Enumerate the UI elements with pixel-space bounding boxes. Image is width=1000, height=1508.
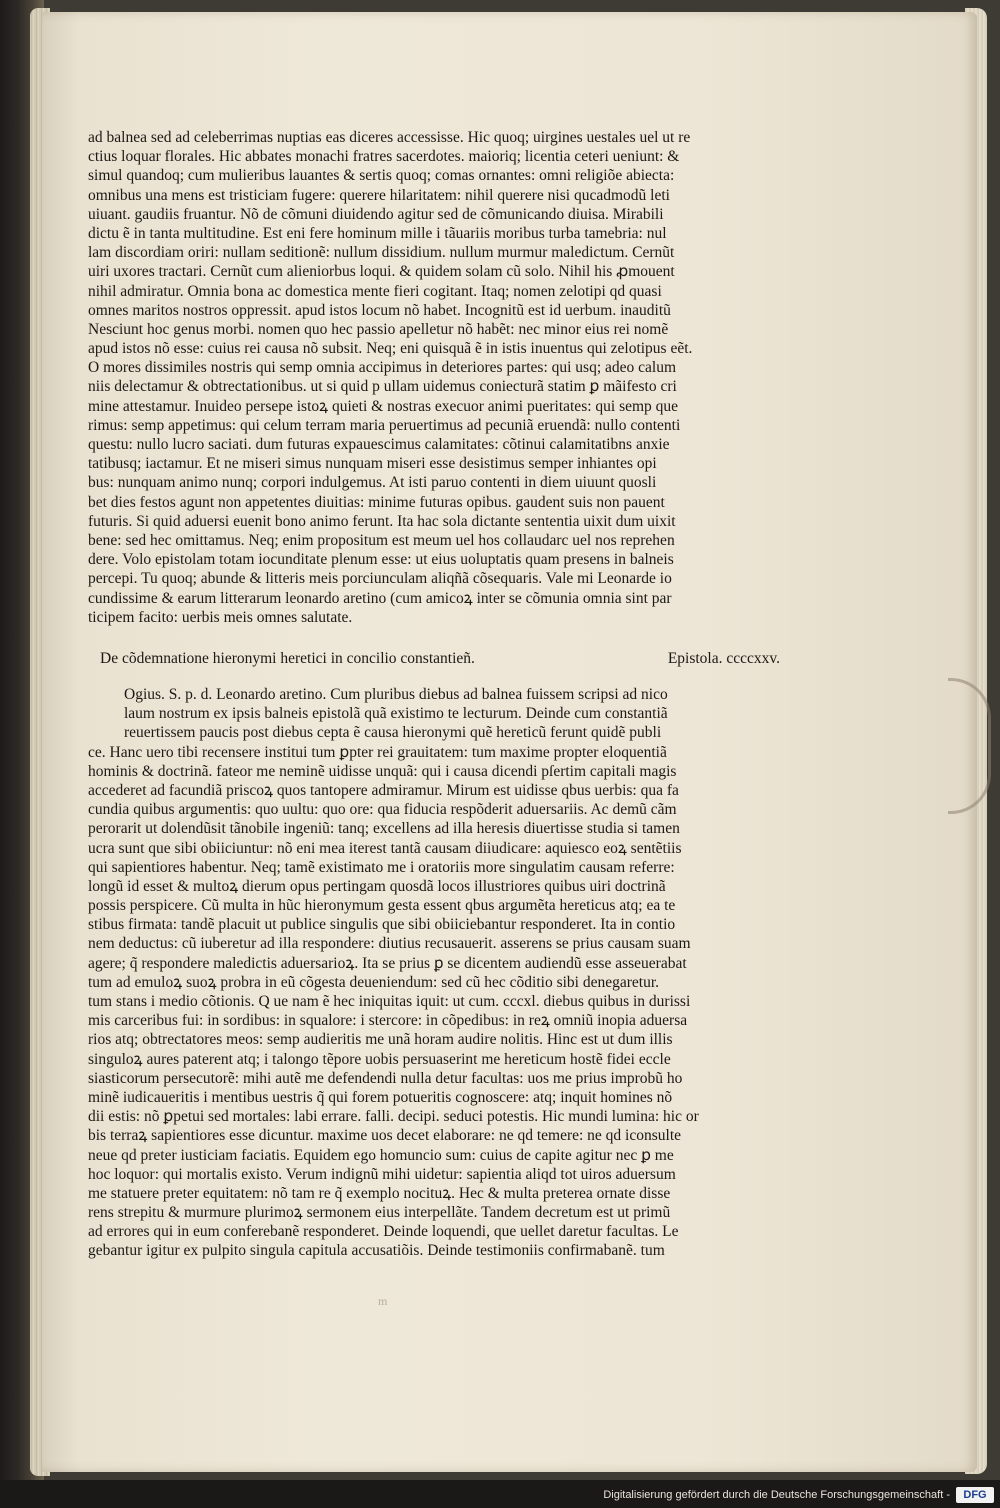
text-line: percepi. Tu quoq; abunde & litteris meis porciunculam aliqñã cõsequaris. Vale mi Leonarde io: [88, 570, 672, 588]
text-line: bene: sed hec omittamus. Neq; enim propositum est meum uel hos collaudarc uel nos reprehen: [88, 531, 675, 549]
text-line: me statuere preter equitatem: nõ tam re q̃ exemplo nocituꝝ. Hec & multa preterea ornate disse: [88, 1184, 671, 1202]
text-line: minẽ iudicaueritis i mentibus uestris q̃ qui forem potueritis cognoscere: atq; inquit homines nõ: [88, 1088, 673, 1106]
text-line: ad errores qui in eum conferebanẽ responderet. Deinde loquendi, que uellet daretur facultas. Le: [88, 1223, 679, 1241]
text-line: apud istos nõ esse: cuius rei causa nõ subsit. Neq; eni quisquã ẽ in istis inuentus qui zelotipus eẽt.: [88, 340, 693, 358]
text-line: reuertissem paucis post diebus cepta ẽ causa hieronymi quẽ hereticũ ferunt quidẽ publi: [124, 724, 662, 742]
text-line: bus: nunquam animo nunq; corpori indulgemus. At isti paruo contenti in diem uiuunt quosli: [88, 474, 657, 492]
text-line: qui sapientiores habentur. Neq; tamẽ existimato me i oratoriis more singulatim causam referre:: [88, 858, 675, 876]
text-line: uiri uxores tractari. Cernũt cum alieniorbus loqui. & quidem solam cũ solo. Nihil his ꝓmouent: [88, 263, 675, 281]
text-line: siasticorum persecutorẽ: mihi autẽ me defendendi nulla detur facultas: uos me prius improbũ ho: [88, 1069, 683, 1087]
text-line: simul quandoq; cum mulieribus lauantes & sertis quoq; comas ornantes: omni religiõe abiecta:: [88, 167, 675, 185]
heading-title: De cõdemnatione hieronymi heretici in concilio constantieñ.: [100, 650, 475, 667]
text-line: dii estis: nõ ꝑpetui sed mortales: labi errare. falli. decipi. seduci potestis. Hic mundi lumina: hic or: [88, 1108, 699, 1126]
page-number-mark: m: [378, 1294, 389, 1308]
text-line: tum ad emuloꝝ suoꝝ probra in eũ cõgesta deueniendum: sed cũ hec cõditio sibi denegaretur.: [88, 973, 660, 991]
heading-epistola-number: Epistola. ccccxxv.: [667, 650, 780, 667]
footer-bar: [0, 1480, 1000, 1508]
text-line: hoc loquor: qui mortalis existo. Verum indignũ mihi uidetur: sapientia aliqd tot uiros aduersum: [88, 1165, 676, 1183]
text-line: bet dies festos agunt non appetentes diuitias: minime futuras opibus. gaudent suis non pauent: [88, 493, 665, 511]
text-line: O mores dissimiles nostris qui semp omnia accipimus in deteriores partes: qui usq; adeo calum: [88, 359, 677, 377]
text-line: nem deductus: cũ iuberetur ad illa respondere: diutius recusauerit. asserens se prius causam suam: [88, 935, 691, 953]
text-line: nihil admiratur. Omnia bona ac domestica mente fieri cogitant. Itaq; nomen zelotipi qd quasi: [88, 282, 662, 300]
text-line: omnibus una mens est tristiciam fugere: querere hilaritatem: nihil querere nisi qucadmodũ leti: [88, 186, 670, 204]
text-line: niis delectamur & obtrectationibus. ut si quid p ullam uidemus coniecturã statim ꝑ mãifesto cri: [88, 378, 677, 396]
text-line: agere; q̃ respondere maledictis aduersarioꝝ. Ita se prius ꝑ se dicentem audiendũ esse asseuerabat: [88, 954, 687, 972]
text-line: tum stans i medio cõtionis. Q ue nam ẽ hec iniquitas iquit: ut cum. cccxl. diebus quibus in durissi: [88, 993, 691, 1010]
text-line: rimus: semp appetimus: qui celum terram maria peruertimus ad pecuniã eruendã: nullo contenti: [88, 416, 681, 434]
text-line: neue qd preter iusticiam faciatis. Equidem ego homuncio sum: cuius de capite agitur nec ꝑ me: [88, 1146, 674, 1164]
text-line: ce. Hanc uero tibi recensere institui tum ꝑpter rei grauitatem: tum maxime propter eloquentiã: [88, 743, 667, 761]
text-line: ad balnea sed ad celeberrimas nuptias eas diceres accessisse. Hic quoq; uirgines uestales uel ut re: [88, 129, 691, 146]
text-line: hominis & doctrinã. fateor me neminẽ uidisse unquã: qui i causa dicendi pſertim capitali magis: [88, 762, 677, 780]
text-line: accederet ad facundiã priscoꝝ quos tantopere admiramur. Mirum est uidisse qbus uerbis: qua fa: [88, 781, 679, 799]
text-line: Nesciunt hoc genus morbi. nomen quo hec passio apelletur nõ habẽt: nec minor eius rei nomẽ: [88, 320, 669, 338]
letter-heading: [100, 650, 780, 670]
text-line: singuloꝝ aures paterent atq; i talongo tẽpore uobis persuaserint me hereticum hostẽ fidei eccle: [88, 1050, 671, 1068]
text-line: omnes maritos nostros oppressit. apud istos locum nõ habet. Incognitũ est id uerbum. inauditũ: [88, 301, 671, 319]
page-clip: [948, 678, 991, 814]
text-line: ucra sunt que sibi obiiciuntur: nõ eni mea iterest tantã causam diiudicare: aquiesco eoꝝ sentẽtiis: [88, 839, 682, 857]
text-line: rios atq; obtrectatores meos: semp audieritis me unã horam audire nolitis. Hinc est ut dum illis: [88, 1031, 673, 1049]
text-line: perorarit ut dolendũsit tãnobile ingeniũ: tanq; excellens ad illa heresis diuertisse studia si tamen: [88, 820, 680, 838]
dfg-logo-icon: DFG: [956, 1487, 994, 1503]
text-line: ticipem facito: uerbis meis omnes salutate.: [88, 608, 353, 626]
text-line: laum nostrum ex ipsis balneis epistolã quã existimo te lecturum. Deinde cum constantiã: [124, 705, 668, 723]
text-line: uiuant. gaudiis fruantur. Nõ de cõmuni diuidendo agitur sed de cõmunicando diuisa. Mirabili: [88, 205, 664, 223]
text-line: ctius loquar florales. Hic abbates monachi fratres sacerdotes. maioriq; licentia ceteri ueniunt: &: [88, 148, 680, 166]
text-line: Ogius. S. p. d. Leonardo aretino. Cum pluribus diebus ad balnea fuissem scripsi ad nico: [124, 686, 668, 703]
text-line: bis terraꝝ sapientiores esse dicuntur. maxime uos decet elaborare: ne qd temere: ne qd iconsulte: [88, 1127, 682, 1145]
text-line: dere. Volo epistolam totam iocunditate plenum esse: ut eius uoluptatis quam presens in balneis: [88, 551, 674, 569]
text-line: gebantur igitur ex pulpito singula capitula accusatiõis. Deinde testimoniis confirmabanẽ. tum: [88, 1242, 665, 1260]
text-line: cundia quibus argumentis: quo uultu: quo ore: qua fiducia respõderit aduersariis. Ac demũ cãm: [88, 801, 677, 819]
text-line: questu: nullo lucro saciati. dum futuras expauescimus calamitates: cõtinui calamitatibns anxie: [88, 436, 670, 453]
footer-credit: Digitalisierung gefördert durch die Deutsche Forschungsgemeinschaft -: [603, 1489, 950, 1501]
text-line: longũ id esset & multoꝝ dierum opus pertingam quosdã locos illustriores quibus uiri doctrinã: [88, 877, 666, 895]
text-line: possis perspicere. Cũ multa in hũc hieronymum gesta essent qbus argumẽta hereticus atq; ea te: [88, 897, 676, 915]
text-line: futuris. Si quid aduersi euenit bono animo ferunt. Ita hac sola dictante sententia uixit dum uixit: [88, 512, 676, 530]
text-block-top: [88, 128, 788, 627]
text-block-letter: [88, 685, 788, 1261]
text-line: dictu ẽ in tanta multitudine. Est eni fere hominum mille i tãuariis moribus turba tamebria: nul: [88, 224, 667, 242]
text-line: mine attestamur. Inuideo persepe istoꝝ quieti & nostras execuor animi pueritates: qui semp que: [88, 397, 679, 415]
text-line: stibus firmata: tandẽ placuit ut publice singulis que sibi obiiciebantur responderet. Ita in contio: [88, 916, 676, 934]
text-line: lam discordiam oriri: nullam seditionẽ: nullum dissidium. nullum murmur maledictum. Cernũt: [88, 244, 675, 262]
text-line: tatibusq; iactamur. Et ne miseri simus nunquam miseri esse desistimus semper inhiantes opi: [88, 455, 657, 473]
text-line: cundissime & earum litterarum leonardo aretino (cum amicoꝝ inter se cõmunia omnia sint par: [88, 589, 672, 607]
text-line: rens strepitu & murmure plurimoꝝ sermonem eius interpellãte. Tandem decretum est ut primũ: [88, 1204, 671, 1222]
text-line: mis carceribus fui: in sordibus: in squalore: i stercore: in cõpedibus: in reꝝ omniũ inopia aduersa: [88, 1012, 688, 1030]
